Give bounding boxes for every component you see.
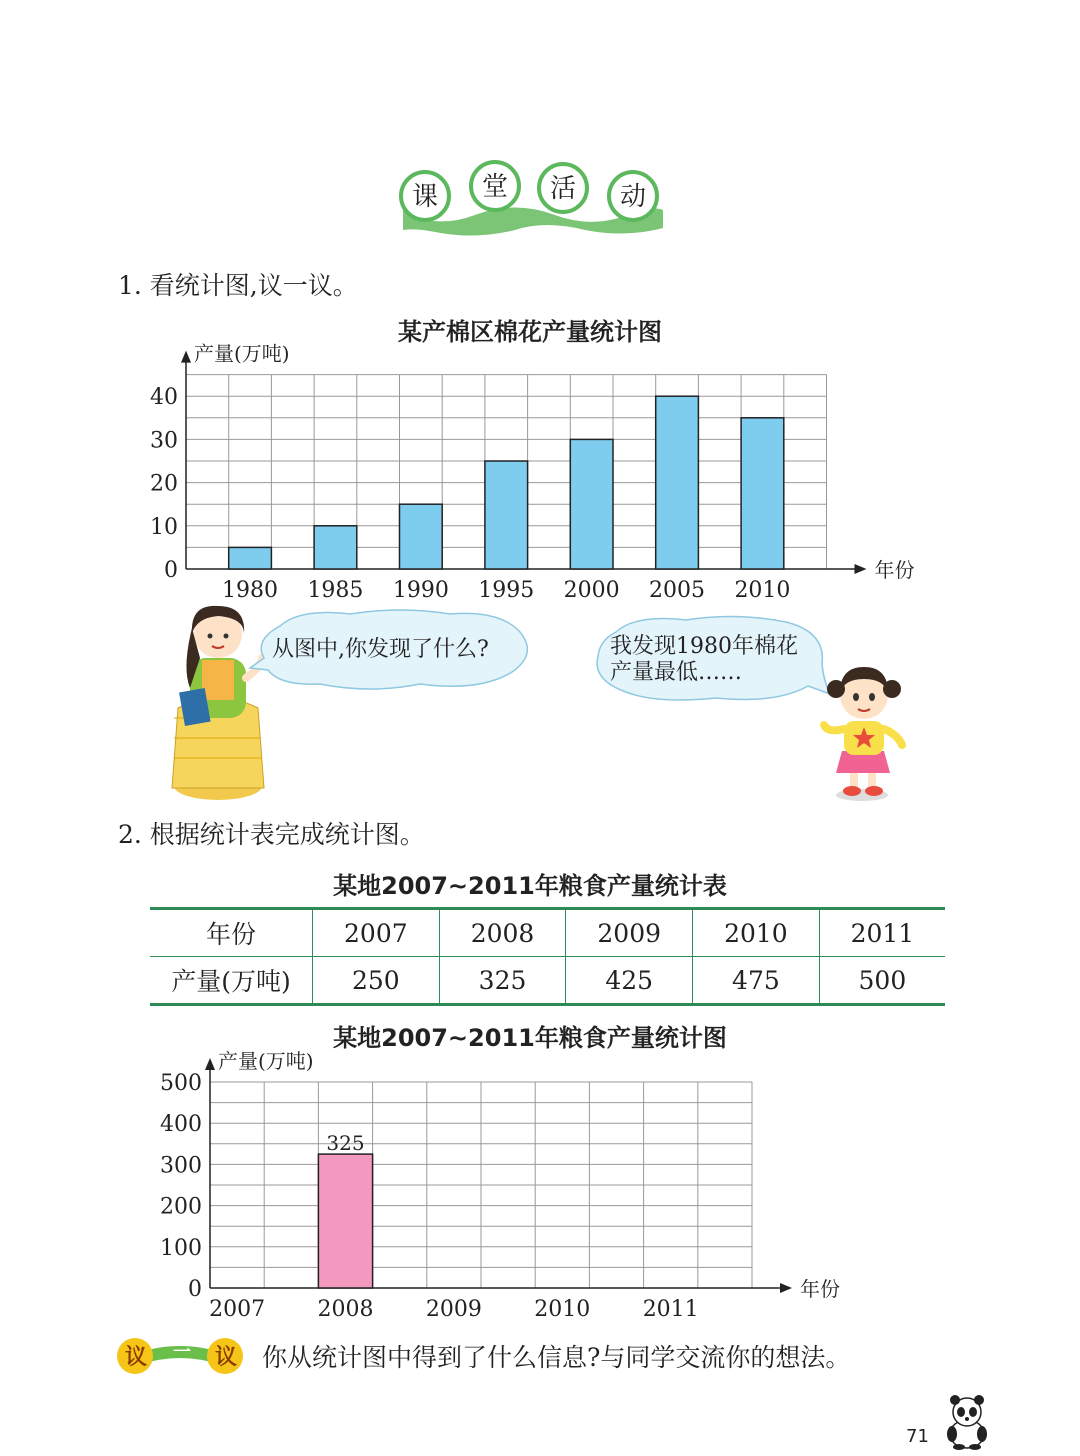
cotton-production-bar-chart <box>140 340 915 610</box>
x-tick-label: 1985 <box>307 578 364 603</box>
y-axis-label: 产量(万吨) <box>194 341 290 366</box>
x-tick-label: 2010 <box>734 578 791 603</box>
banner-char: 活 <box>549 174 577 204</box>
data-label: 325 <box>326 1131 365 1156</box>
table-cell: 2007 <box>313 909 440 957</box>
x-tick-label: 2007 <box>209 1297 266 1322</box>
table-cell: 年份 <box>150 909 313 957</box>
discuss-text: 你从统计图中得到了什么信息?与同学交流你的想法。 <box>262 1343 851 1372</box>
y-tick-label: 400 <box>160 1112 202 1138</box>
y-tick-label: 500 <box>160 1071 202 1096</box>
table-title: 某地2007~2011年粮食产量统计表 <box>333 872 727 900</box>
girl-speech-text <box>610 634 798 686</box>
x-tick-label: 1990 <box>392 578 449 603</box>
table-cell: 500 <box>819 957 945 1005</box>
girl-speech-line-1: 我发现1980年棉花 <box>610 634 798 659</box>
bar <box>741 418 784 569</box>
teacher-speech-text: 从图中,你发现了什么? <box>272 637 489 662</box>
y-tick-label: 40 <box>150 385 178 411</box>
banner-char: 堂 <box>481 172 509 202</box>
chart2-title: 某地2007~2011年粮食产量统计图 <box>333 1024 727 1052</box>
page-number: 71 <box>906 1426 929 1447</box>
x-axis-label: 年份 <box>800 1277 840 1301</box>
table-row <box>150 957 945 1005</box>
bar <box>314 526 357 569</box>
y-tick-label: 200 <box>160 1194 202 1220</box>
question-1-prompt: 1. 看统计图,议一议。 <box>118 271 358 300</box>
x-axis-label: 年份 <box>874 558 915 582</box>
table-cell: 2008 <box>439 909 566 957</box>
x-tick-label: 1995 <box>478 578 535 603</box>
table-cell: 产量(万吨) <box>150 957 313 1005</box>
table-cell: 250 <box>313 957 440 1005</box>
table-cell: 2010 <box>693 909 820 957</box>
bar <box>229 547 272 569</box>
y-tick-label: 20 <box>150 471 178 497</box>
y-tick-label: 0 <box>164 558 178 583</box>
x-tick-label: 2010 <box>534 1297 591 1322</box>
discuss-badge-char-1: 议 <box>124 1344 147 1370</box>
y-tick-label: 0 <box>188 1277 202 1302</box>
y-tick-label: 30 <box>150 428 178 454</box>
x-axis-arrow <box>855 564 867 574</box>
panda-icon <box>942 1392 992 1450</box>
question-2-prompt: 2. 根据统计表完成统计图。 <box>118 820 425 849</box>
banner-char: 动 <box>619 182 647 212</box>
lesson-activity-banner <box>395 160 670 240</box>
grain-production-table <box>150 907 945 1006</box>
x-tick-label: 2000 <box>563 578 620 603</box>
y-axis-arrow <box>205 1058 215 1070</box>
girl-illustration <box>818 655 910 803</box>
x-tick-label: 2005 <box>649 578 706 603</box>
girl-speech-line-2: 产量最低…… <box>610 660 743 685</box>
table-cell: 325 <box>439 957 566 1005</box>
table-cell: 475 <box>693 957 820 1005</box>
y-axis-arrow <box>181 351 191 363</box>
bar <box>400 504 443 569</box>
grain-production-bar-chart <box>150 1046 880 1328</box>
x-axis-arrow <box>780 1283 792 1293</box>
x-tick-label: 2011 <box>642 1297 699 1322</box>
bar <box>318 1154 372 1288</box>
table-cell: 2011 <box>819 909 945 957</box>
discuss-badge-char-2: 一 <box>173 1342 191 1363</box>
x-tick-label: 1980 <box>222 578 279 603</box>
banner-char: 课 <box>411 182 439 212</box>
y-tick-label: 300 <box>160 1153 202 1179</box>
y-tick-label: 10 <box>150 514 178 540</box>
y-tick-label: 100 <box>160 1235 202 1261</box>
table-cell: 425 <box>566 957 693 1005</box>
x-tick-label: 2008 <box>317 1297 374 1322</box>
bar <box>570 439 613 569</box>
bar <box>485 461 528 569</box>
table-header-row <box>150 909 945 957</box>
table-cell: 2009 <box>566 909 693 957</box>
discuss-badge-char-3: 议 <box>214 1344 237 1370</box>
chart1-title: 某产棉区棉花产量统计图 <box>398 318 662 346</box>
bar <box>656 396 699 569</box>
y-axis-label: 产量(万吨) <box>218 1049 314 1073</box>
x-tick-label: 2009 <box>425 1297 482 1322</box>
